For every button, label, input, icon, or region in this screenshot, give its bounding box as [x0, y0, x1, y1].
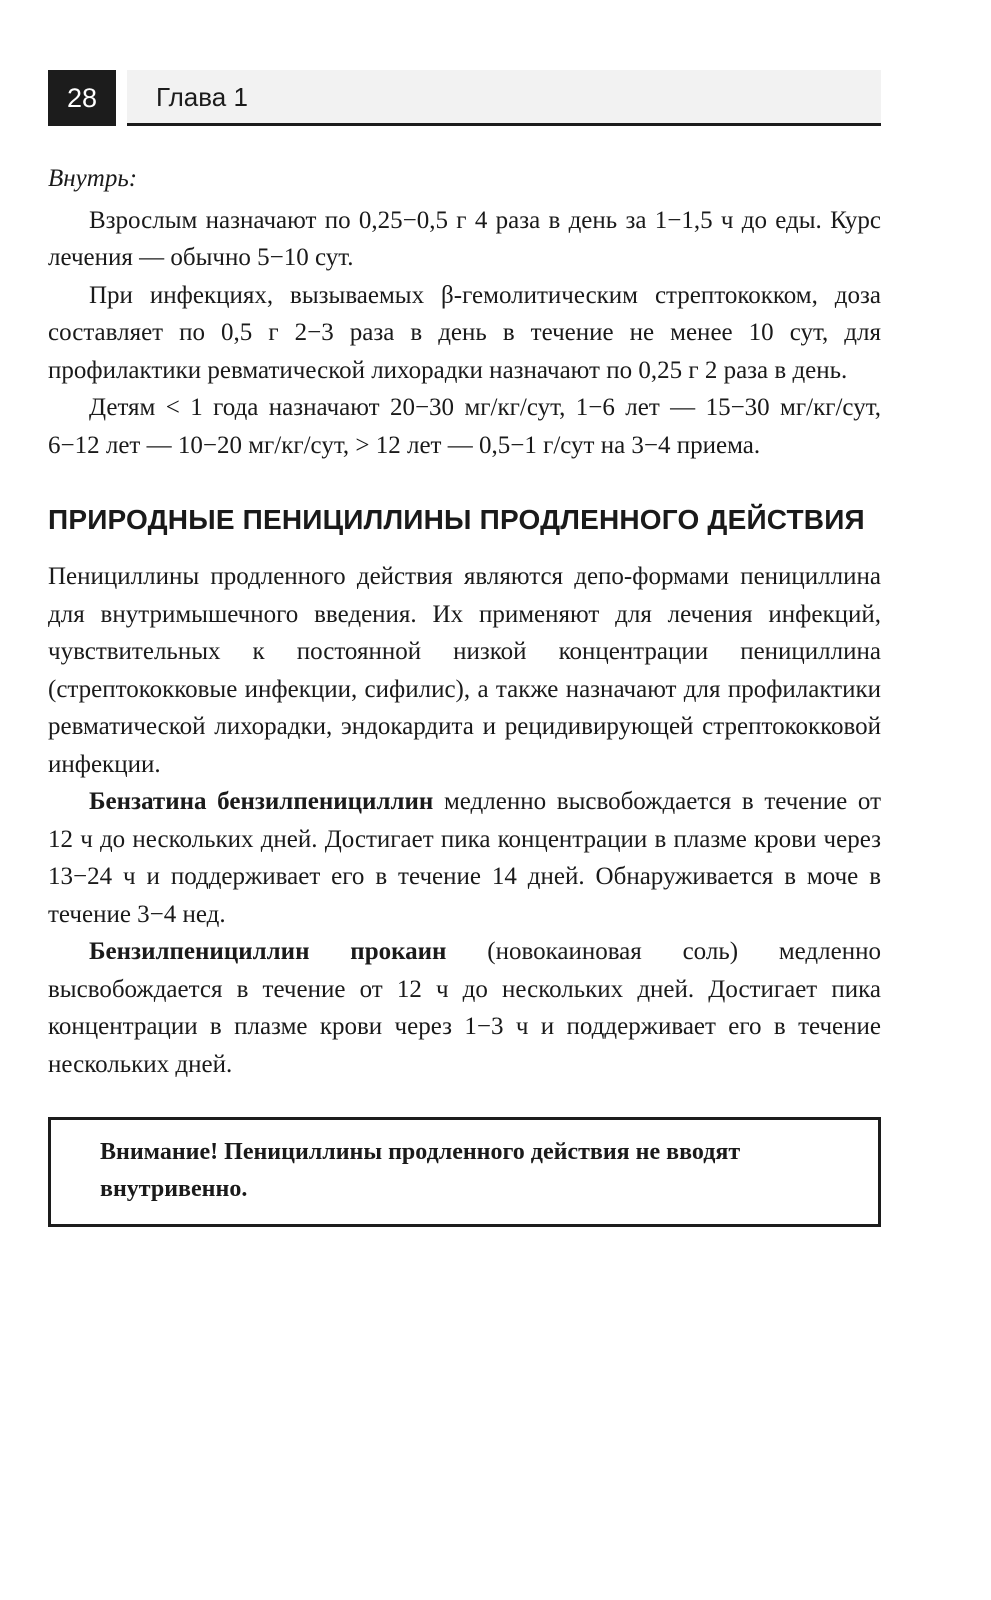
page-content	[48, 160, 881, 1227]
paragraph-streptococcus-dose: При инфекциях, вызываемых β-гемолитическим стрептококком, доза составляет по 0,5 г 2−3 раза в день в течение не менее 10 сут, для профилактики ревматической лихорадки назначают по 0,25 г 2 раза в день.	[48, 281, 881, 384]
drug-name-procaine: Бензилпенициллин прокаин	[89, 938, 447, 965]
benzathine-description: медленно высвобождается в течение от 12 ч до нескольких дней. Достигает пика концентрации в плазме крови через 13−24 ч и поддерживает его в течение 14 дней. Обнаруживается в моче в течение 3−4 нед.	[48, 788, 881, 928]
paragraph-procaine	[48, 933, 881, 1083]
warning-text: Внимание! Пенициллины продленного действия не вводят внутривенно.	[100, 1139, 741, 1202]
page-number: 28	[48, 70, 116, 126]
procaine-description: (новокаиновая соль) медленно высвобождается в течение от 12 ч до нескольких дней. Достигает пика концентрации в плазме крови через 1−3 ч и поддерживает его в течение нескольких дней.	[48, 938, 881, 1078]
oral-lead-in: Внутрь:	[48, 165, 138, 192]
paragraph-section-intro: Пенициллины продленного действия являются депо-формами пенициллина для внутримышечного введения. Их применяют для лечения инфекций, чувствительных к постоянной низкой концентрации пенициллина (стрептококковые инфекции, сифилис), а также назначают для профилактики ревматической лихорадки, эндокардита и рецидивирующей стрептококковой инфекции.	[48, 563, 881, 778]
warning-box	[48, 1117, 881, 1227]
paragraph-children-dose: Детям < 1 года назначают 20−30 мг/кг/сут, 1−6 лет — 15−30 мг/кг/сут, 6−12 лет — 10−20 мг/кг/сут, > 12 лет — 0,5−1 г/сут на 3−4 приема.	[48, 394, 881, 459]
drug-name-benzathine: Бензатина бензилпенициллин	[89, 788, 434, 815]
paragraph-benzathine	[48, 783, 881, 933]
chapter-label: Глава 1	[156, 82, 248, 112]
paragraph-adult-dose: Взрослым назначают по 0,25−0,5 г 4 раза в день за 1−1,5 ч до еды. Курс лечения — обычно 5−10 сут.	[48, 206, 881, 271]
section-title: ПРИРОДНЫЕ ПЕНИЦИЛЛИНЫ ПРОДЛЕННОГО ДЕЙСТВИЯ	[48, 504, 865, 535]
chapter-header-bar	[127, 70, 881, 126]
running-head	[48, 70, 881, 126]
